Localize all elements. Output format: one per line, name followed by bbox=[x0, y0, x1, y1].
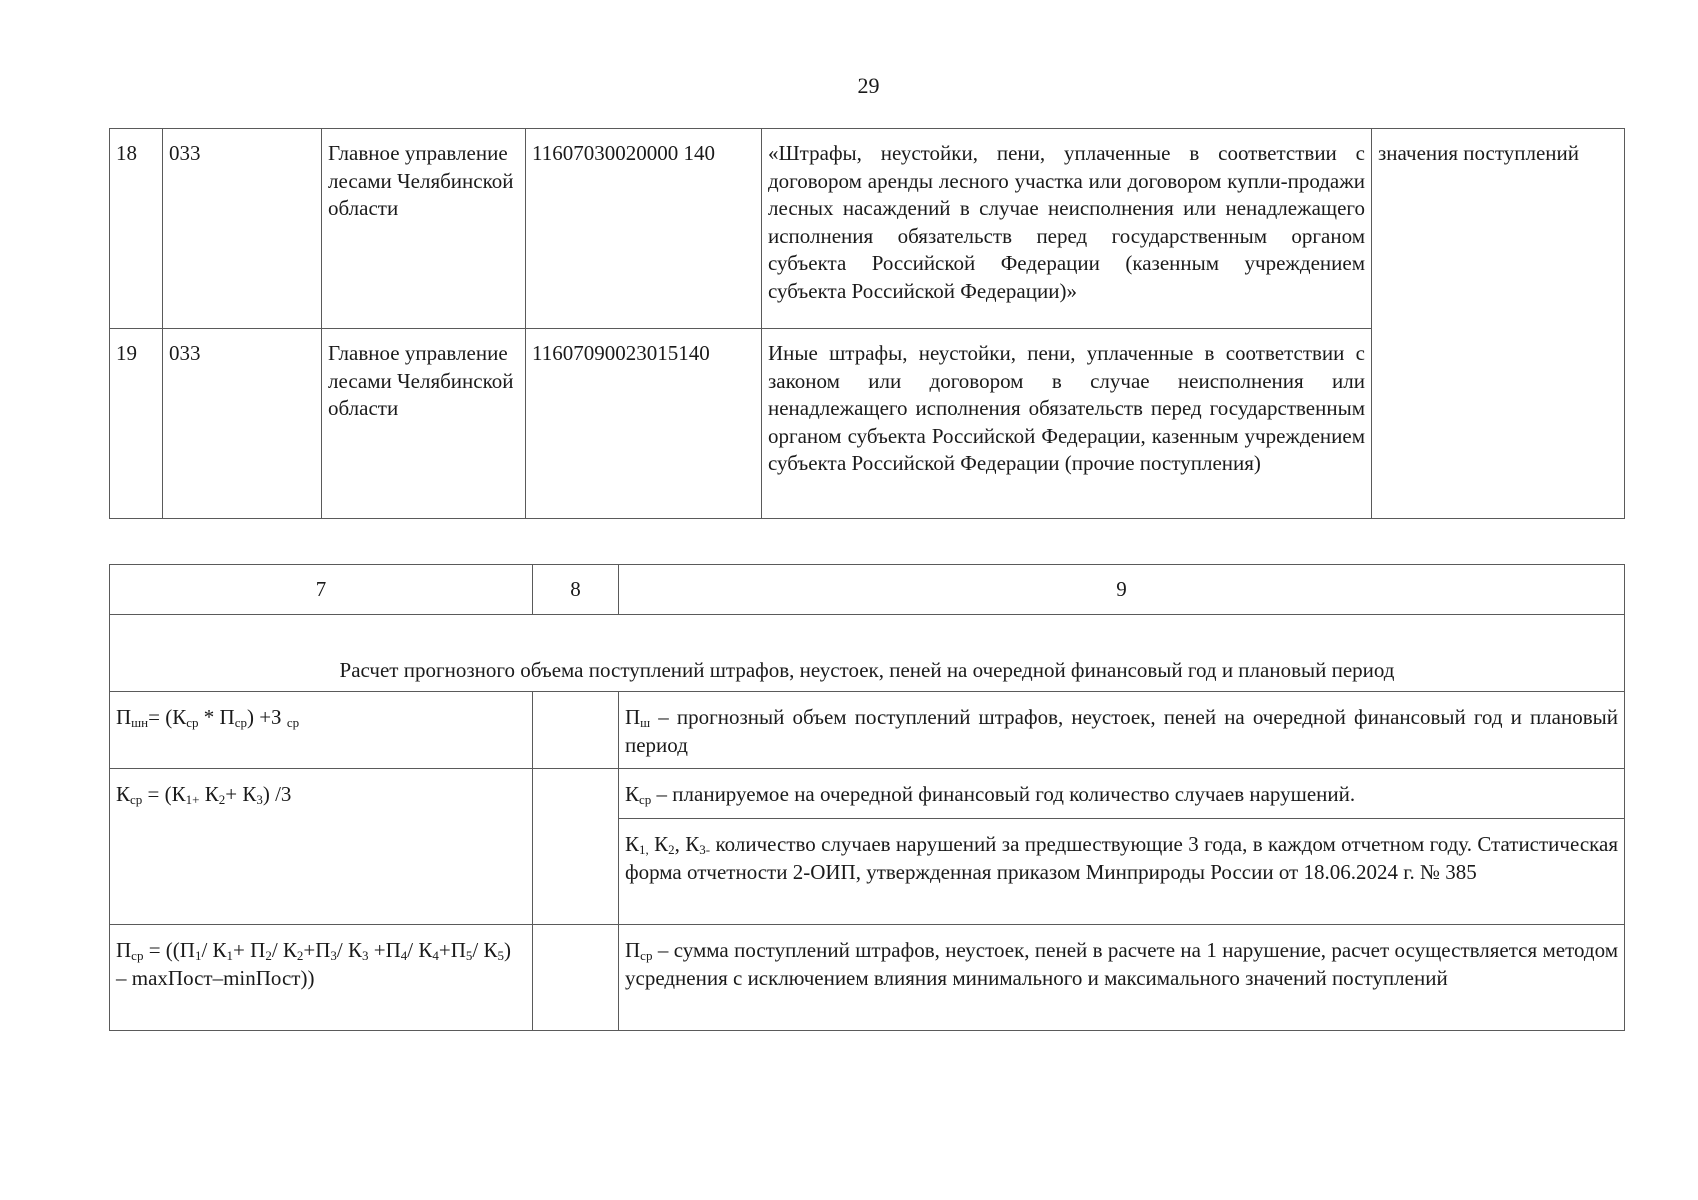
column-number-row bbox=[110, 565, 1625, 615]
table-row bbox=[110, 692, 1625, 769]
empty-cell bbox=[533, 925, 619, 1031]
formula-average-sum: $П_{ср} = ((П_1/$ $К_1+ П_2/$ $К_2+П_3/$ $К_3 +П_4/$ $К_4+П_5/$ $К_5$) – maxПост–minПост)) bbox=[110, 925, 533, 1031]
formula-average-cases: $К_{ср} = (К_{1+}$ $К_2+ К_3$) /3 bbox=[110, 769, 533, 925]
row-number: 18 bbox=[110, 129, 163, 329]
formula-description: $К_{ср}$ – планируемое на очередной финансовый год количество случаев нарушений. bbox=[619, 769, 1625, 819]
admin-code: 033 bbox=[163, 129, 322, 329]
budget-classification-code: 11607090023015140 bbox=[526, 329, 762, 519]
table-row bbox=[110, 129, 1625, 329]
forecast-calculation-table bbox=[109, 564, 1625, 1031]
organization-name: Главное управление лесами Челябинской области bbox=[322, 129, 526, 329]
column-header: 9 bbox=[619, 565, 1625, 615]
column-header: 7 bbox=[110, 565, 533, 615]
organization-name: Главное управление лесами Челябинской области bbox=[322, 329, 526, 519]
table-row bbox=[110, 769, 1625, 819]
formula-forecast: $П_{шн}= (К_{ср} * П_{ср}) +З$ $_{ср}$ bbox=[110, 692, 533, 769]
empty-cell bbox=[533, 769, 619, 925]
revenue-codes-table bbox=[109, 128, 1625, 519]
admin-code: 033 bbox=[163, 329, 322, 519]
budget-classification-code: 11607030020000 140 bbox=[526, 129, 762, 329]
section-title-row bbox=[110, 615, 1625, 692]
formula-description: $П_{ср}$ – сумма поступлений штрафов, неустоек, пеней в расчете на 1 нарушение, расчет осуществляется методом усреднения с исключением влияния минимального и максимального значений поступлений bbox=[619, 925, 1625, 1031]
row-number: 19 bbox=[110, 329, 163, 519]
formula-description: $П_ш$ – прогнозный объем поступлений штрафов, неустоек, пеней на очередной финансовый год и плановый период bbox=[619, 692, 1625, 769]
extra-note: значения поступлений bbox=[1372, 129, 1625, 519]
empty-cell bbox=[533, 692, 619, 769]
table-row bbox=[110, 925, 1625, 1031]
revenue-description: Иные штрафы, неустойки, пени, уплаченные в соответствии с законом или договором в случае неисполнения или ненадлежащего исполнения обязательств перед государственным органом субъекта Российской Федерации, казенным учреждением субъекта Российской Федерации (прочие поступления) bbox=[762, 329, 1372, 519]
column-header: 8 bbox=[533, 565, 619, 615]
page-number: 29 bbox=[857, 73, 880, 98]
revenue-description: «Штрафы, неустойки, пени, уплаченные в соответствии с договором аренды лесного участка или договором купли-продажи лесных насаждений в случае неисполнения или ненадлежащего исполнения обязательств перед государственным органом субъекта Российской Федерации (казенным учреждением субъекта Российской Федерации)» bbox=[762, 129, 1372, 329]
section-title: Расчет прогнозного объема поступлений штрафов, неустоек, пеней на очередной финансовый год и плановый период bbox=[110, 615, 1625, 692]
formula-description: $К_{1,}$ $К_2$, $К_{3-}$ количество случаев нарушений за предшествующие 3 года, в каждом отчетном году. Статистическая форма отчетности 2-ОИП, утвержденная приказом Минприроды России от 18.06.2024 г. № 385 bbox=[619, 819, 1625, 925]
